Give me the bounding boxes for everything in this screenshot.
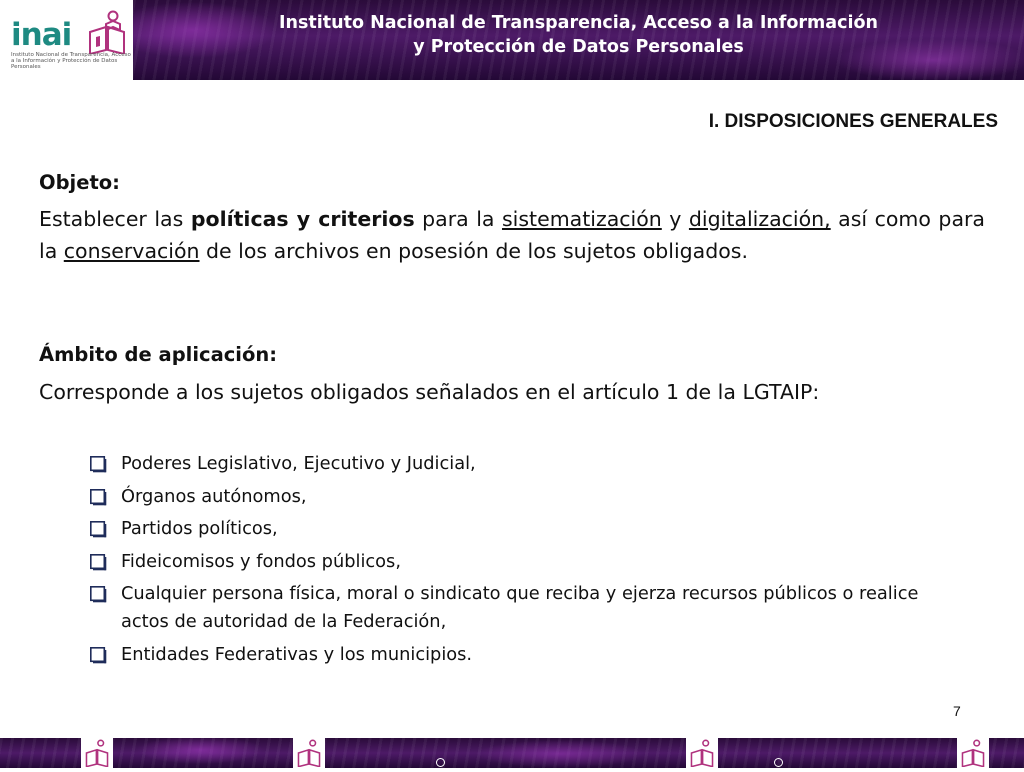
list-item-text: Partidos políticos, bbox=[121, 518, 278, 539]
list-item bbox=[90, 450, 970, 478]
footer-logo bbox=[293, 738, 325, 768]
institution-title-line1: Instituto Nacional de Transparencia, Acceso a la Información bbox=[279, 13, 878, 33]
checkbox-square-icon bbox=[90, 456, 107, 473]
objeto-text-3: y bbox=[661, 207, 689, 231]
list-item bbox=[90, 483, 970, 511]
list-item-text: Poderes Legislativo, Ejecutivo y Judicial, bbox=[121, 453, 476, 474]
inai-reader-icon bbox=[86, 10, 128, 54]
objeto-text-1: Establecer las bbox=[39, 207, 191, 231]
list-item-text: Entidades Federativas y los municipios. bbox=[121, 643, 473, 665]
inai-reader-icon bbox=[296, 739, 322, 767]
list-item-text: Fideicomisos y fondos públicos, bbox=[121, 550, 401, 572]
logo-wordmark: inai bbox=[11, 17, 72, 53]
list-item bbox=[90, 515, 970, 543]
list-item bbox=[90, 580, 970, 636]
slide-footer bbox=[0, 738, 1024, 768]
footer-dot bbox=[436, 758, 445, 767]
institution-title bbox=[133, 11, 1024, 59]
ambito-label: Ámbito de aplicación: bbox=[39, 343, 278, 366]
inai-logo bbox=[0, 0, 133, 80]
slide-header bbox=[0, 0, 1024, 80]
footer-logo bbox=[686, 738, 718, 768]
objeto-text-4: así como para la bbox=[39, 207, 985, 263]
subjects-list bbox=[90, 450, 970, 673]
footer-logo bbox=[81, 738, 113, 768]
objeto-paragraph bbox=[39, 203, 985, 267]
logo-subtext: Instituto Nacional de Transparencia, Acceso a la Información y Protección de Datos Personales bbox=[11, 52, 131, 70]
objeto-text-5: de los archivos en posesión de los sujetos obligados. bbox=[199, 239, 748, 263]
ambito-paragraph: Corresponde a los sujetos obligados señalados en el artículo 1 de la LGTAIP: bbox=[39, 380, 820, 404]
section-heading: I. DISPOSICIONES GENERALES bbox=[708, 111, 998, 132]
list-item-text: Órganos autónomos, bbox=[121, 485, 307, 507]
header-banner bbox=[133, 0, 1024, 80]
checkbox-square-icon bbox=[90, 521, 107, 538]
list-item bbox=[90, 548, 970, 576]
objeto-underline-3: conservación bbox=[63, 239, 200, 263]
inai-reader-icon bbox=[960, 739, 986, 767]
checkbox-square-icon bbox=[90, 489, 107, 506]
page-number: 7 bbox=[953, 703, 961, 719]
inai-reader-icon bbox=[84, 739, 110, 767]
institution-title-line2: y Protección de Datos Personales bbox=[413, 37, 744, 57]
objeto-text-2: para la bbox=[414, 207, 502, 231]
footer-logo bbox=[957, 738, 989, 768]
list-item bbox=[90, 641, 970, 669]
inai-reader-icon bbox=[689, 739, 715, 767]
objeto-underline-2: digitalización, bbox=[688, 207, 831, 231]
list-item-text: Cualquier persona física, moral o sindicato que reciba y ejerza recursos públicos o realice actos de autoridad de la Federación, bbox=[121, 583, 919, 632]
checkbox-square-icon bbox=[90, 647, 107, 664]
objeto-underline-1: sistematización bbox=[501, 207, 662, 231]
objeto-label: Objeto: bbox=[39, 171, 120, 194]
checkbox-square-icon bbox=[90, 586, 107, 603]
checkbox-square-icon bbox=[90, 554, 107, 571]
footer-dot bbox=[774, 758, 783, 767]
objeto-bold-text: políticas y criterios bbox=[190, 207, 415, 231]
